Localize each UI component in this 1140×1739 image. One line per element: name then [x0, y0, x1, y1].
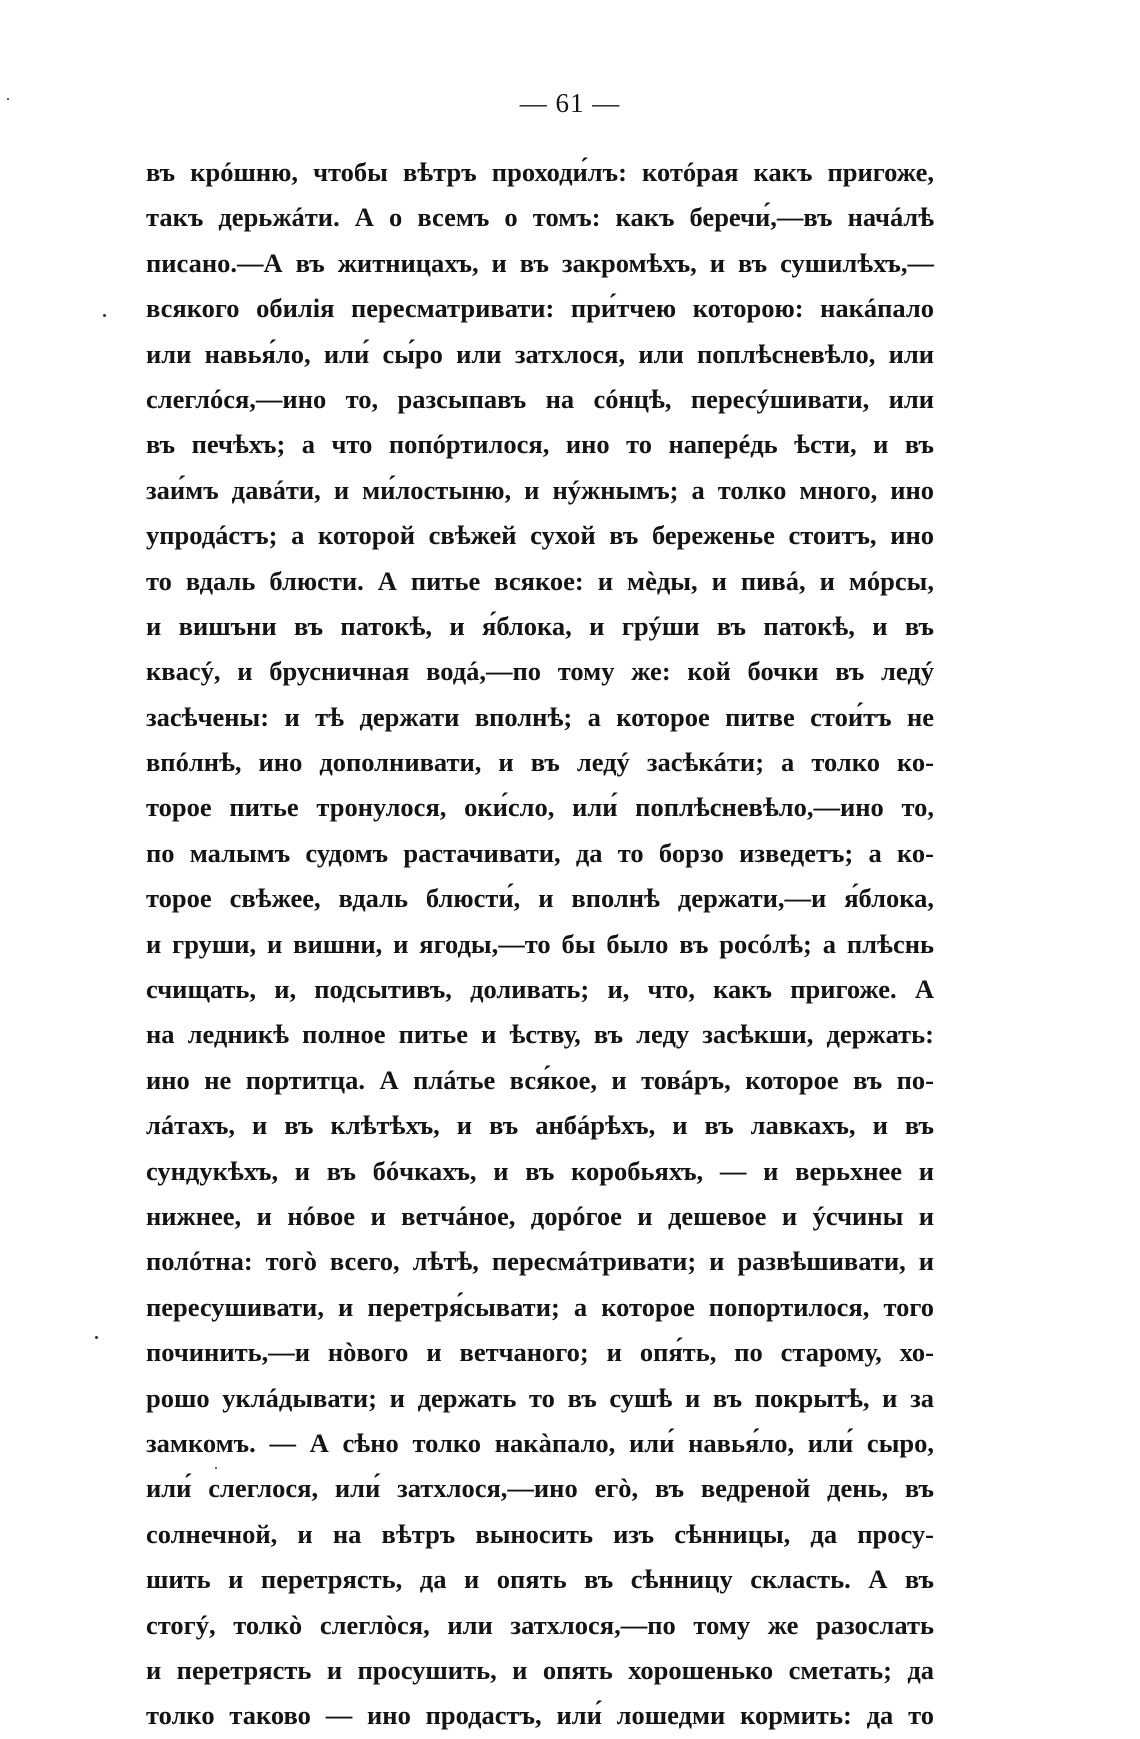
text-line: въ крóшню, чтобы вѣтръ проходи́лъ: котóрая какъ пригоже,	[146, 157, 934, 187]
text-line: шить и перетрясть, да и опять въ сѣнницу скласть. А въ	[146, 1564, 934, 1595]
text-line: пересушивати, и перетря́сывати; а которое попортилося, того	[146, 1291, 934, 1322]
text-line: упродáстъ; а которой свѣжей сухой въ береженье стоитъ, ино	[146, 520, 934, 551]
text-line: ино не портитца. А плáтье вся́кое, и товáръ, которое въ по-	[146, 1064, 934, 1095]
text-line: стогý, толкò слеглòся, или затхлося,—по тому же разослать	[146, 1609, 934, 1640]
text-line: въ печѣхъ; а что попóртилося, ино то наперéдь ѣсти, и въ	[146, 429, 934, 460]
text-line: и вишъни въ патокѣ, и я́блока, и грýши въ патокѣ, и въ	[146, 610, 934, 641]
scan-speck	[215, 1467, 217, 1469]
text-line: и перетрясть и просушить, и опять хорошенько сметать; да	[146, 1654, 934, 1685]
scan-speck	[7, 98, 9, 100]
scan-speck	[95, 1336, 98, 1339]
text-line: толко таково — ино продастъ, или́ лошедми кормить: да то	[146, 1700, 934, 1731]
text-line: или навья́ло, или́ сы́ро или затхлося, или поплѣсневѣло, или	[146, 338, 934, 369]
text-line: впóлнѣ, ино дополнивати, и въ ледý засѣкáти; а толко ко-	[146, 747, 934, 778]
text-line: торое свѣжее, вдаль блюсти́, и вполнѣ держати,—и я́блока,	[146, 883, 934, 914]
text-line: рошо уклáдывати; и держать то въ сушѣ и въ покрытѣ, и за	[146, 1382, 934, 1413]
text-line: замкомъ. — А сѣно толко накàпало, или́ навья́ло, или́ сыро,	[146, 1427, 934, 1458]
text-line: засѣчены: и тѣ держати вполнѣ; а которое питве стои́тъ не	[146, 701, 934, 732]
text-line: или́ слеглося, или́ затхлося,—ино егò, въ ведреной день, въ	[146, 1473, 934, 1504]
text-line: торое питье тронулося, оки́сло, или́ поплѣсневѣло,—ино то,	[146, 792, 934, 823]
text-line: сундукѣхъ, и въ бóчкахъ, и въ коробьяхъ, — и верьхнее и	[146, 1155, 934, 1186]
text-line: заи́мъ давáти, и ми́лостыню, и нýжнымъ; а толко много, ино	[146, 474, 934, 505]
text-line: квасý, и брусничная водá,—по тому же: кой бочки въ ледý	[146, 656, 934, 687]
text-line: починить,—и нòвого и ветчаного; и опя́ть, по старому, хо-	[146, 1337, 934, 1368]
text-line: лáтахъ, и въ клѣтѣхъ, и въ анбáрѣхъ, и въ лавкахъ, и въ	[146, 1110, 934, 1141]
text-line: такъ дерьжáти. А о всемъ о томъ: какъ беречи́,—въ начáлѣ	[146, 202, 934, 233]
text-line: слеглóся,—ино то, разсыпавъ на сóнцѣ, пересýшивати, или	[146, 383, 934, 414]
text-line: и груши, и вишни, и ягоды,—то бы было въ росóлѣ; а плѣснь	[146, 928, 934, 959]
text-line: по малымъ судомъ растачивати, да то борзо изведетъ; а ко-	[146, 837, 934, 868]
body-text	[146, 150, 934, 1739]
text-line: солнечной, и на вѣтръ выносить изъ сѣнницы, да просу-	[146, 1518, 934, 1549]
text-line: то вдаль блюсти. А питье всякое: и мѐды, и пивá, и мóрсы,	[146, 565, 934, 596]
text-line: всякого обилія пересматривати: при́тчею которою: накáпало	[146, 293, 934, 324]
text-line: писано.—А въ житницахъ, и въ закромѣхъ, и въ сушилѣхъ,—	[146, 247, 934, 278]
page-number: — 61 —	[519, 88, 621, 118]
text-line: счищать, и, подсытивъ, доливать; и, что, какъ пригоже. А	[146, 974, 934, 1005]
text-line: нижнее, и нóвое и ветчáное, дорóгое и дешевое и ýсчины и	[146, 1200, 934, 1231]
text-line: на ледникѣ полное питье и ѣству, въ леду засѣкши, держать:	[146, 1019, 934, 1050]
text-line: полóтна: тогò всего, лѣтѣ, пересмáтривати; и развѣшивати, и	[146, 1246, 934, 1277]
scan-speck	[103, 314, 106, 317]
